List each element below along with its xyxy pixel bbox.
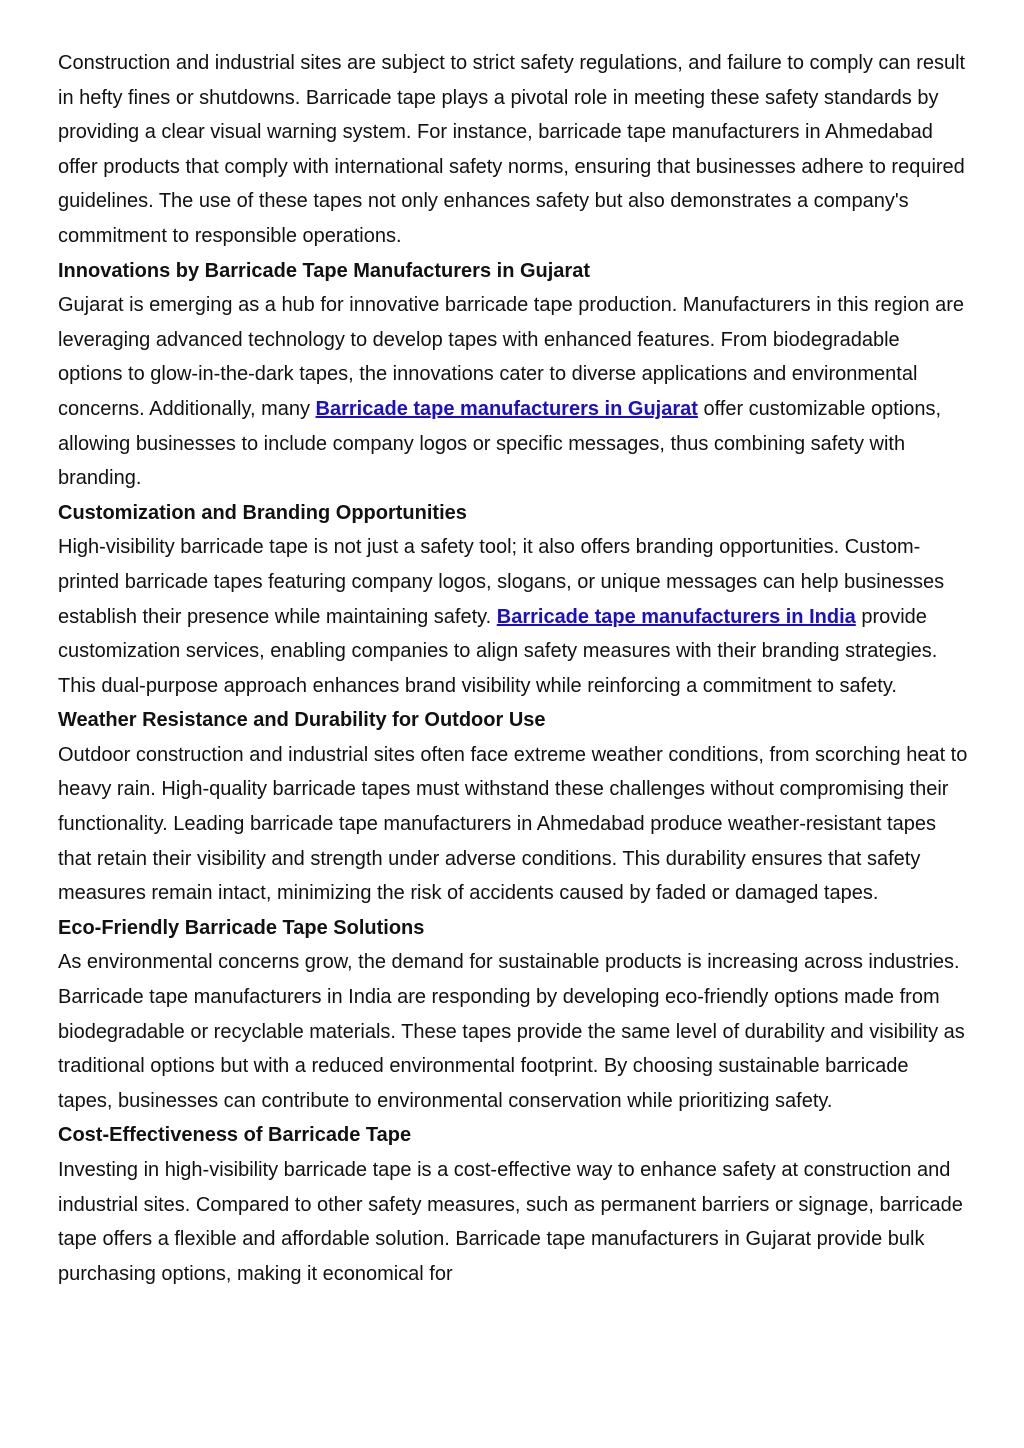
paragraph-text: offer customizable options, allowing businesses to include company logos or specific messages, thus combining safety with branding.: [58, 397, 942, 490]
section-paragraph-innovations: [58, 288, 968, 496]
link-barricade-tape-manufacturers-gujarat[interactable]: Barricade tape manufacturers in Gujarat: [315, 397, 698, 420]
section-heading-innovations: Innovations by Barricade Tape Manufacturers in Gujarat: [58, 259, 590, 282]
document-body: [58, 46, 968, 1291]
intro-paragraph: Construction and industrial sites are subject to strict safety regulations, and failure to comply can result in hefty fines or shutdowns. Barricade tape plays a pivotal role in meeting these safety standards by providing a clear visual warning system. For instance, barricade tape manufacturers in Ahmedabad offer products that comply with international safety norms, ensuring that businesses adhere to required guidelines. The use of these tapes not only enhances safety but also demonstrates a company's commitment to responsible operations.: [58, 52, 966, 247]
paragraph-text: Gujarat is emerging as a hub for innovative barricade tape production. Manufacturers in this region are leveraging advanced technology to develop tapes with enhanced features. From biodegradable options to glow-in-the-dark tapes, the innovations cater to diverse applications and environmental concerns. Additionally, many: [58, 294, 965, 420]
section-paragraph-weather-resistance: Outdoor construction and industrial sites often face extreme weather conditions, from scorching heat to heavy rain. High-quality barricade tapes must withstand these challenges without compromising their functionality. Leading barricade tape manufacturers in Ahmedabad produce weather-resistant tapes that retain their visibility and strength under adverse conditions. This durability ensures that safety measures remain intact, minimizing the risk of accidents caused by faded or damaged tapes.: [58, 743, 968, 905]
section-heading-eco-friendly: Eco-Friendly Barricade Tape Solutions: [58, 916, 425, 939]
section-heading-customization: Customization and Branding Opportunities: [58, 501, 467, 524]
section-paragraph-eco-friendly: As environmental concerns grow, the demand for sustainable products is increasing across industries. Barricade tape manufacturers in India are responding by developing eco-friendly options made from biodegradable or recyclable materials. These tapes provide the same level of durability and visibility as traditional options but with a reduced environmental footprint. By choosing sustainable barricade tapes, businesses can contribute to environmental conservation while prioritizing safety.: [58, 951, 965, 1112]
paragraph-text: provide customization services, enabling companies to align safety measures with their branding strategies. This dual-purpose approach enhances brand visibility while reinforcing a commitment to safety.: [58, 605, 938, 697]
section-paragraph-customization: [58, 530, 968, 703]
section-heading-cost-effectiveness: Cost-Effectiveness of Barricade Tape: [58, 1124, 412, 1147]
section-heading-weather-resistance: Weather Resistance and Durability for Outdoor Use: [58, 709, 546, 732]
paragraph-text: High-visibility barricade tape is not just a safety tool; it also offers branding opportunities. Custom-printed barricade tapes featuring company logos, slogans, or unique messages can help businesses establish their presence while maintaining safety.: [58, 536, 945, 628]
link-barricade-tape-manufacturers-india[interactable]: Barricade tape manufacturers in India: [496, 605, 856, 628]
section-paragraph-cost-effectiveness: Investing in high-visibility barricade tape is a cost-effective way to enhance safety at construction and industrial sites. Compared to other safety measures, such as permanent barriers or signage, barricade tape offers a flexible and affordable solution. Barricade tape manufacturers in Gujarat provide bulk purchasing options, making it economical for: [58, 1159, 963, 1285]
